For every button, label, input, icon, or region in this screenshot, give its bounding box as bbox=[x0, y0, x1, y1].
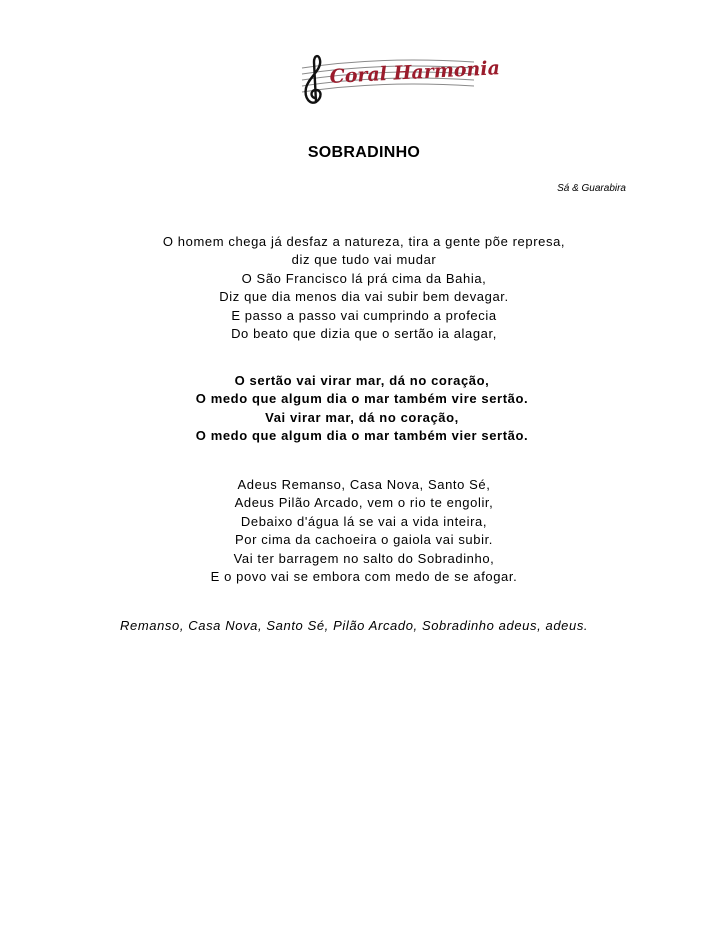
lyric-line: Adeus Pilão Arcado, vem o rio te engolir, bbox=[234, 495, 494, 511]
song-title: SOBRADINHO bbox=[307, 144, 421, 161]
lyric-line: Vai ter barragem no salto do Sobradinho, bbox=[233, 550, 495, 566]
coral-harmonia-logo bbox=[300, 50, 501, 106]
verse-1 bbox=[0, 233, 728, 343]
lyric-line: Adeus Remanso, Casa Nova, Santo Sé, bbox=[237, 477, 491, 492]
closing-line: Remanso, Casa Nova, Santo Sé, Pilão Arcado, Sobradinho adeus, adeus. bbox=[120, 618, 589, 633]
lyric-line: E passo a passo vai cumprindo a profecia bbox=[231, 307, 497, 323]
chorus-line: O medo que algum dia o mar também vier sertão. bbox=[195, 428, 529, 444]
chorus bbox=[0, 372, 726, 446]
lyric-line: Por cima da cachoeira o gaiola vai subir. bbox=[234, 532, 493, 548]
lyric-line: E o povo vai se embora com medo de se afogar. bbox=[210, 569, 518, 585]
logo-wordmark: Coral Harmonia bbox=[329, 57, 501, 88]
chorus-line: O medo que algum dia o mar também vire sertão. bbox=[195, 391, 529, 407]
chorus-line: Vai virar mar, dá no coração, bbox=[265, 409, 459, 425]
lyric-line: O São Francisco lá prá cima da Bahia, bbox=[241, 270, 487, 286]
lyric-line: diz que tudo vai mudar bbox=[291, 252, 437, 268]
chorus-line: O sertão vai virar mar, dá no coração, bbox=[234, 373, 490, 388]
lyric-line: Debaixo d'água lá se vai a vida inteira, bbox=[240, 513, 488, 529]
lyric-line: O homem chega já desfaz a natureza, tira a gente põe represa, bbox=[162, 234, 566, 249]
song-authors: Sá & Guarabira bbox=[557, 183, 626, 194]
lyric-line: Diz que dia menos dia vai subir bem devagar. bbox=[219, 289, 509, 305]
lyric-line: Do beato que dizia que o sertão ia alagar, bbox=[231, 326, 497, 342]
verse-2 bbox=[0, 476, 728, 586]
